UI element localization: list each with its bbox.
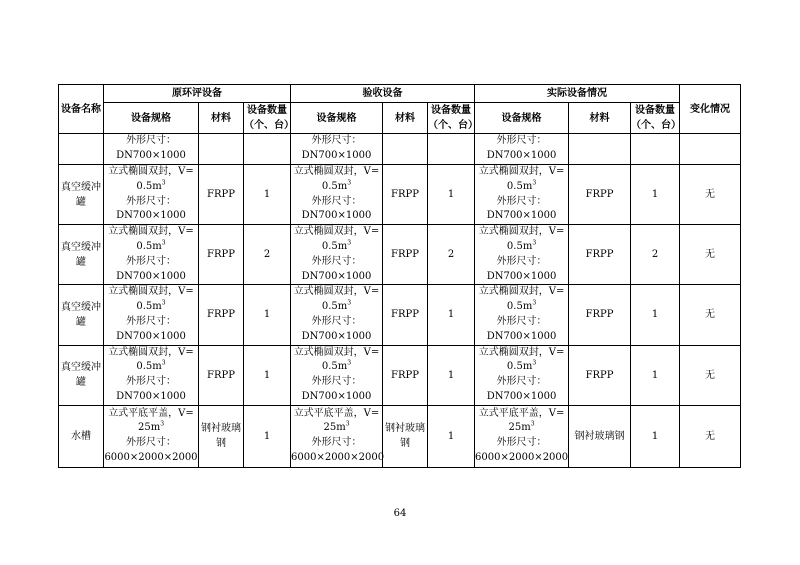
name-cell xyxy=(59,134,104,165)
acc-spec-cell: 立式椭圆双封，V= $0.5m^3$ 外形尺寸： DN700×1000 xyxy=(291,225,383,285)
header-group-acceptance: 验收设备 xyxy=(291,85,475,103)
act-material-cell: FRPP xyxy=(569,165,631,225)
eia-qty-cell xyxy=(244,134,291,165)
acc-spec-cell: 外形尺寸： DN700×1000 xyxy=(291,134,383,165)
eia-material-cell: FRPP xyxy=(199,165,244,225)
name-cell: 真空缓冲 罐 xyxy=(59,225,104,285)
header-acc-material: 材料 xyxy=(383,103,428,134)
acc-material-cell xyxy=(383,134,428,165)
acc-material-cell: FRPP xyxy=(383,285,428,345)
change-cell xyxy=(680,134,741,165)
act-qty-cell: 1 xyxy=(631,165,680,225)
eia-qty-cell: 1 xyxy=(244,345,291,405)
eia-qty-cell: 1 xyxy=(244,405,291,467)
header-act-spec: 设备规格 xyxy=(475,103,569,134)
header-acc-spec: 设备规格 xyxy=(291,103,383,134)
acc-material-cell: 钢衬玻璃 钢 xyxy=(383,405,428,467)
act-material-cell xyxy=(569,134,631,165)
header-eia-material: 材料 xyxy=(199,103,244,134)
table-row xyxy=(59,405,741,467)
eia-qty-cell: 1 xyxy=(244,285,291,345)
name-cell: 水槽 xyxy=(59,405,104,467)
eia-spec-cell: 立式椭圆双封，V= $0.5m^3$ 外形尺寸： DN700×1000 xyxy=(104,225,199,285)
table-row xyxy=(59,225,741,285)
acc-qty-cell: 1 xyxy=(428,285,475,345)
eia-material-cell: FRPP xyxy=(199,345,244,405)
header-change: 变化情况 xyxy=(680,85,741,134)
eia-qty-cell: 2 xyxy=(244,225,291,285)
header-acc-qty: 设备数量（个、台） xyxy=(428,103,475,134)
act-material-cell: 钢衬玻璃钢 xyxy=(569,405,631,467)
eia-material-cell: FRPP xyxy=(199,285,244,345)
acc-material-cell: FRPP xyxy=(383,345,428,405)
eia-material-cell xyxy=(199,134,244,165)
header-group-actual: 实际设备情况 xyxy=(475,85,680,103)
change-cell: 无 xyxy=(680,225,741,285)
change-cell: 无 xyxy=(680,285,741,345)
eia-spec-cell: 立式椭圆双封，V= $0.5m^3$ 外形尺寸： DN700×1000 xyxy=(104,285,199,345)
name-cell: 真空缓冲 罐 xyxy=(59,165,104,225)
acc-qty-cell: 1 xyxy=(428,405,475,467)
acc-spec-cell: 立式平底平盖，V= $25m^3$ 外形尺寸： 6000×2000×2000 xyxy=(291,405,383,467)
acc-spec-cell: 立式椭圆双封，V= $0.5m^3$ 外形尺寸： DN700×1000 xyxy=(291,285,383,345)
header-eia-qty: 设备数量（个、台） xyxy=(244,103,291,134)
act-spec-cell: 外形尺寸： DN700×1000 xyxy=(475,134,569,165)
eia-qty-cell: 1 xyxy=(244,165,291,225)
change-cell: 无 xyxy=(680,405,741,467)
change-cell: 无 xyxy=(680,345,741,405)
acc-qty-cell: 1 xyxy=(428,165,475,225)
name-cell: 真空缓冲 罐 xyxy=(59,345,104,405)
table-row-partial xyxy=(59,134,741,165)
eia-spec-cell: 立式平底平盖，V= $25m^3$ 外形尺寸： 6000×2000×2000 xyxy=(104,405,199,467)
act-spec-cell: 立式椭圆双封，V= $0.5m^3$ 外形尺寸： DN700×1000 xyxy=(475,285,569,345)
eia-material-cell: FRPP xyxy=(199,225,244,285)
acc-qty-cell: 1 xyxy=(428,345,475,405)
header-group-eia: 原环评设备 xyxy=(104,85,291,103)
act-qty-cell: 2 xyxy=(631,225,680,285)
act-spec-cell: 立式椭圆双封，V= $0.5m^3$ 外形尺寸： DN700×1000 xyxy=(475,225,569,285)
acc-qty-cell: 2 xyxy=(428,225,475,285)
act-qty-cell: 1 xyxy=(631,345,680,405)
acc-material-cell: FRPP xyxy=(383,225,428,285)
header-act-material: 材料 xyxy=(569,103,631,134)
acc-spec-cell: 立式椭圆双封，V= $0.5m^3$ 外形尺寸： DN700×1000 xyxy=(291,345,383,405)
eia-material-cell: 钢衬玻璃 钢 xyxy=(199,405,244,467)
eia-spec-cell: 外形尺寸： DN700×1000 xyxy=(104,134,199,165)
act-material-cell: FRPP xyxy=(569,285,631,345)
eia-spec-cell: 立式椭圆双封，V= $0.5m^3$ 外形尺寸： DN700×1000 xyxy=(104,345,199,405)
act-spec-cell: 立式椭圆双封，V= $0.5m^3$ 外形尺寸： DN700×1000 xyxy=(475,345,569,405)
acc-spec-cell: 立式椭圆双封，V= $0.5m^3$ 外形尺寸： DN700×1000 xyxy=(291,165,383,225)
change-cell: 无 xyxy=(680,165,741,225)
page-number: 64 xyxy=(393,508,407,519)
header-act-qty: 设备数量（个、台） xyxy=(631,103,680,134)
act-material-cell: FRPP xyxy=(569,225,631,285)
act-material-cell: FRPP xyxy=(569,345,631,405)
header-eia-spec: 设备规格 xyxy=(104,103,199,134)
table-row xyxy=(59,285,741,345)
name-cell: 真空缓冲 罐 xyxy=(59,285,104,345)
acc-material-cell: FRPP xyxy=(383,165,428,225)
act-qty-cell: 1 xyxy=(631,285,680,345)
table-row xyxy=(59,345,741,405)
acc-qty-cell xyxy=(428,134,475,165)
act-qty-cell xyxy=(631,134,680,165)
act-qty-cell: 1 xyxy=(631,405,680,467)
eia-spec-cell: 立式椭圆双封，V= $0.5m^3$ 外形尺寸： DN700×1000 xyxy=(104,165,199,225)
equipment-comparison-table xyxy=(58,84,741,468)
act-spec-cell: 立式平底平盖，V= $25m^3$ 外形尺寸： 6000×2000×2000 xyxy=(475,405,569,467)
table-row xyxy=(59,165,741,225)
act-spec-cell: 立式椭圆双封，V= $0.5m^3$ 外形尺寸： DN700×1000 xyxy=(475,165,569,225)
header-equipment-name: 设备名称 xyxy=(59,85,104,134)
